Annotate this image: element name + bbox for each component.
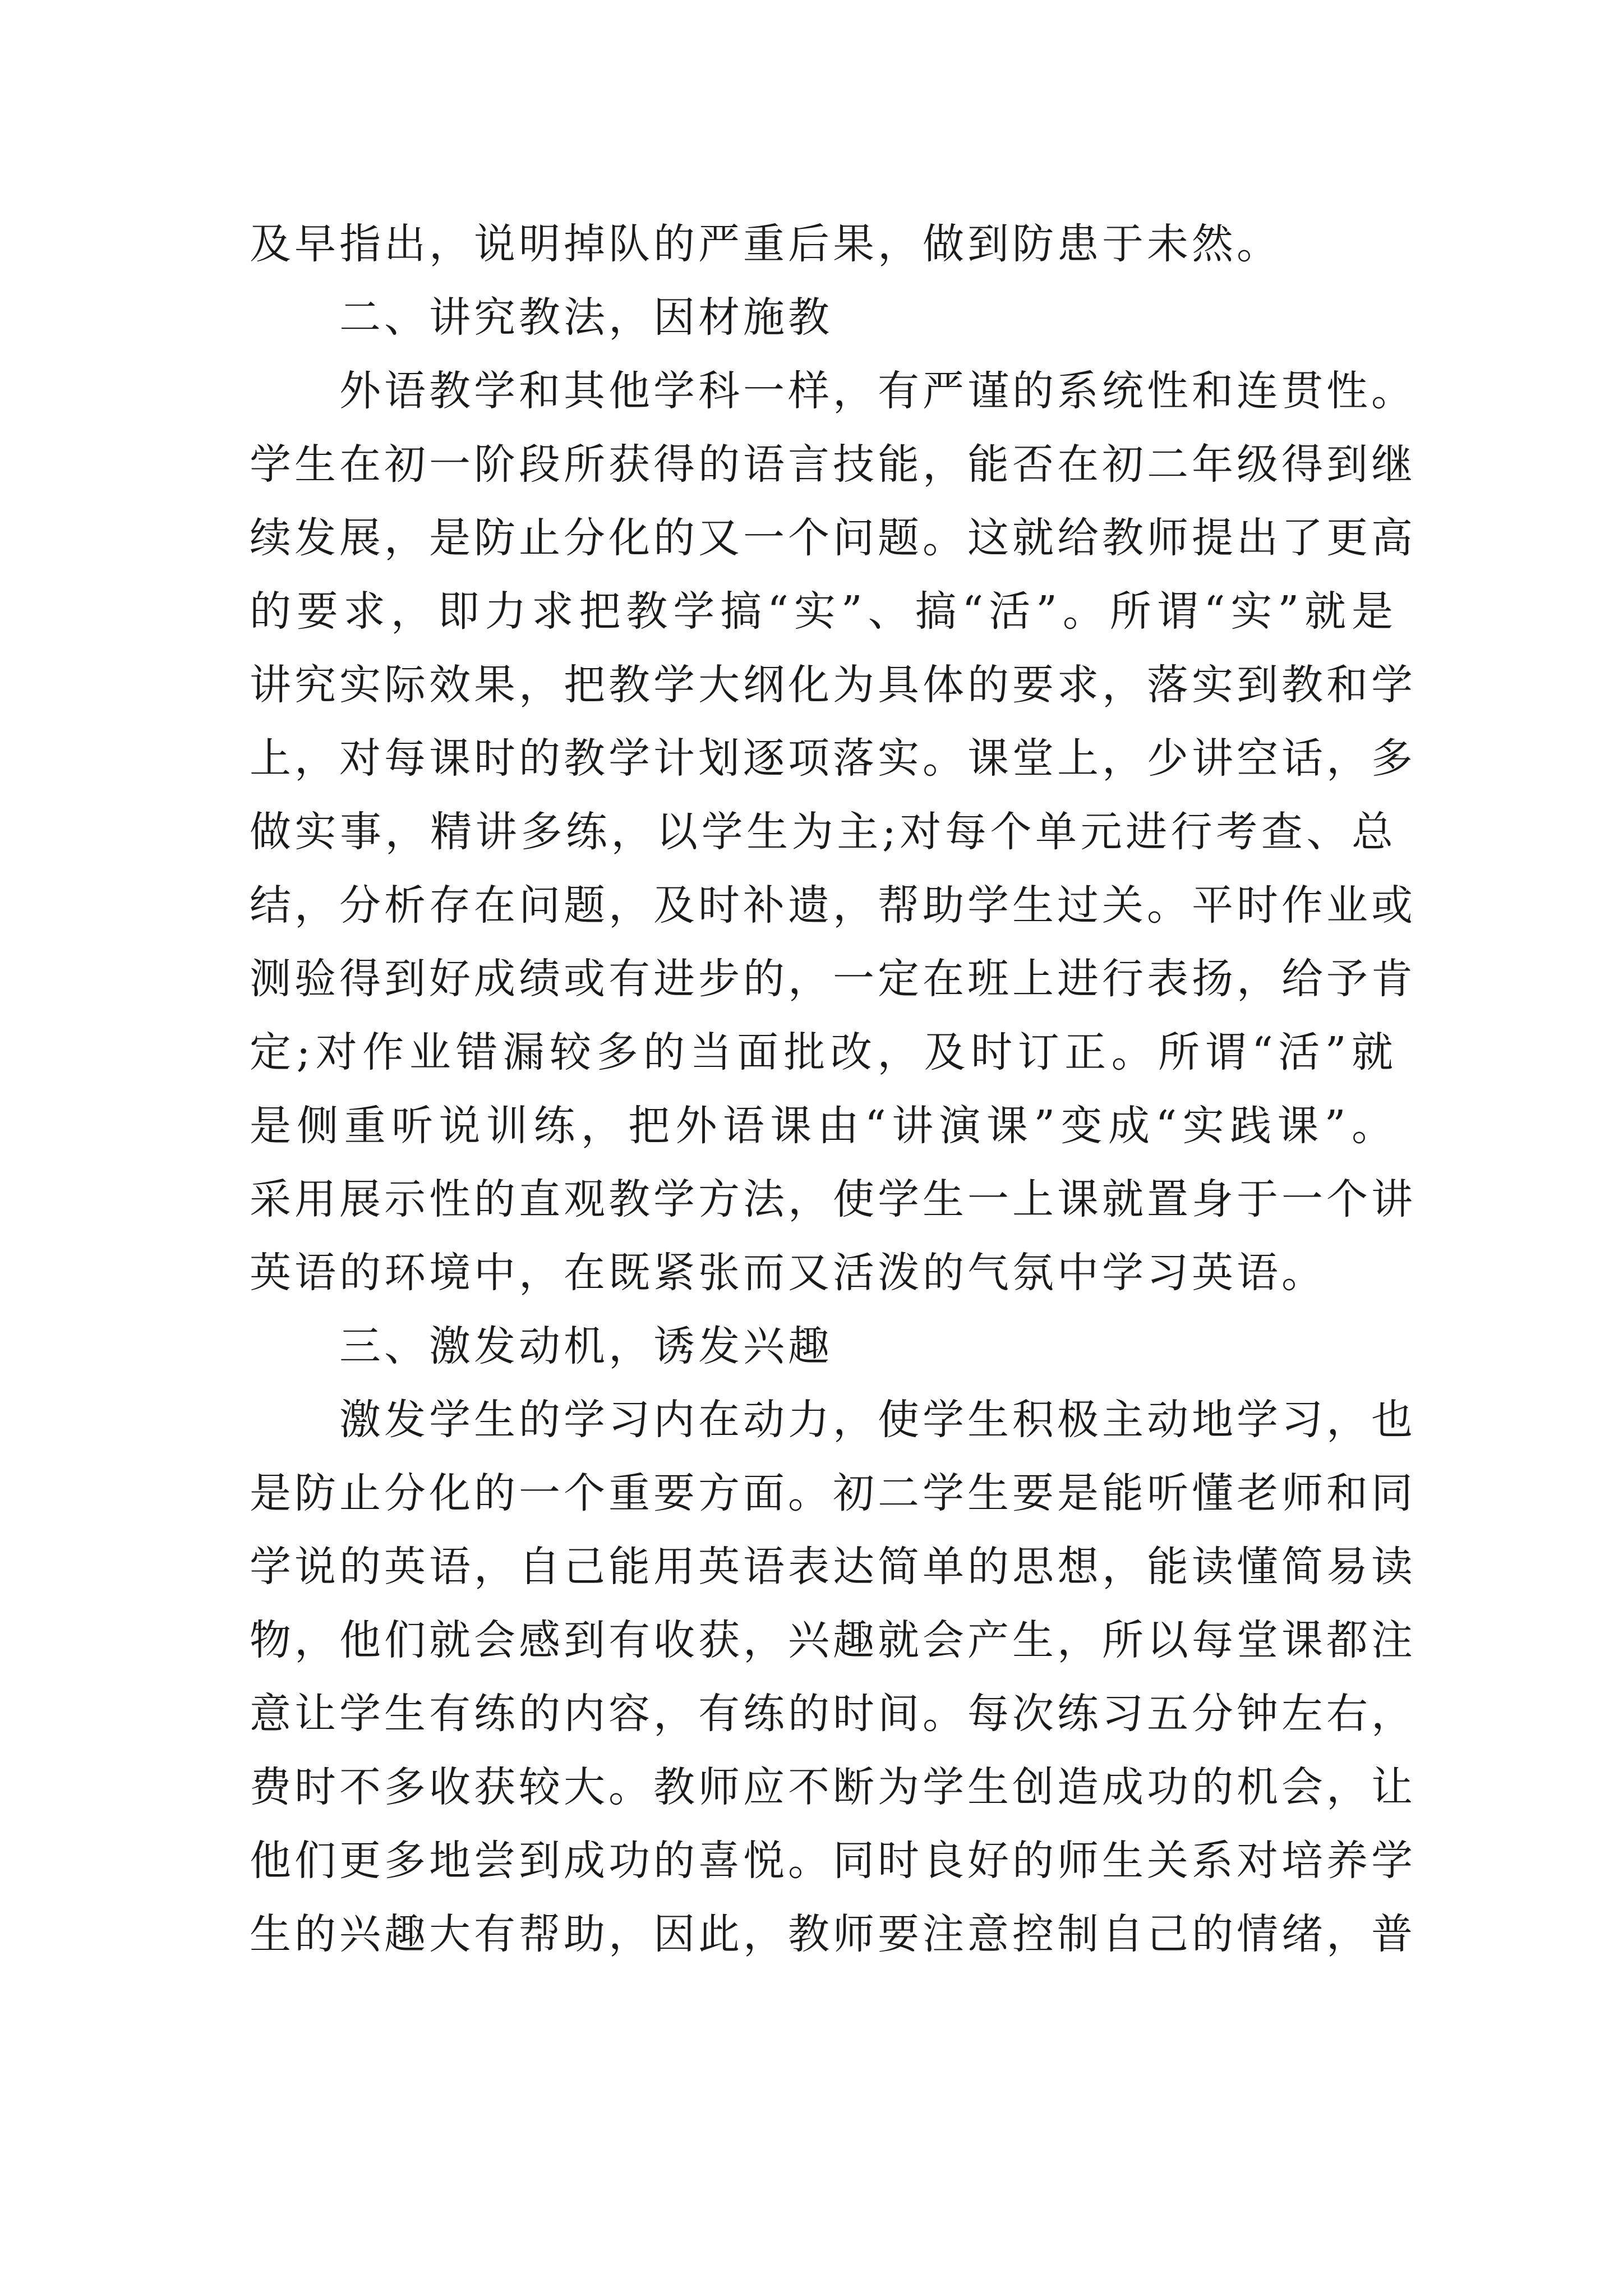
text-line: 是防止分化的一个重要方面。初二学生要是能听懂老师和同 — [250, 1469, 1416, 1517]
body-text — [250, 208, 1416, 1971]
text-line: 激发学生的学习内在动力，使学生积极主动地学习，也 — [339, 1396, 1416, 1444]
text-line: 讲究实际效果，把教学大纲化为具体的要求，落实到教和学 — [250, 661, 1416, 709]
text-line: 采用展示性的直观教学方法，使学生一上课就置身于一个讲 — [250, 1175, 1416, 1223]
text-line: 意让学生有练的内容，有练的时间。每次练习五分钟左右， — [250, 1690, 1416, 1738]
section-heading-3: 三、激发动机，诱发兴趣 — [339, 1322, 833, 1370]
text-line: 生的兴趣大有帮助，因此，教师要注意控制自己的情绪，普 — [250, 1910, 1416, 1958]
text-line: 结，分析存在问题，及时补遗，帮助学生过关。平时作业或 — [250, 881, 1416, 930]
text-line: 英语的环境中，在既紧张而又活泼的气氛中学习英语。 — [250, 1249, 1326, 1297]
text-line: 物，他们就会感到有收获，兴趣就会产生，所以每堂课都注 — [250, 1616, 1416, 1664]
text-line: 定;对作业错漏较多的当面批改，及时订正。所谓“活”就 — [250, 1028, 1396, 1076]
text-line: 续发展，是防止分化的又一个问题。这就给教师提出了更高 — [250, 514, 1416, 562]
text-line: 是侧重听说训练，把外语课由“讲演课”变成“实践课”。 — [250, 1102, 1396, 1150]
text-line: 上，对每课时的教学计划逐项落实。课堂上，少讲空话，多 — [250, 734, 1416, 783]
section-heading-2: 二、讲究教法，因材施教 — [339, 293, 833, 342]
text-line: 外语教学和其他学科一样，有严谨的系统性和连贯性。 — [339, 367, 1416, 415]
text-line: 费时不多收获较大。教师应不断为学生创造成功的机会，让 — [250, 1763, 1416, 1811]
text-line: 的要求，即力求把教学搞“实”、搞“活”。所谓“实”就是 — [250, 587, 1396, 636]
text-line: 做实事，精讲多练，以学生为主;对每个单元进行考查、总 — [250, 808, 1396, 856]
text-line: 及早指出，说明掉队的严重后果，做到防患于未然。 — [250, 220, 1281, 268]
text-line: 学生在初一阶段所获得的语言技能，能否在初二年级得到继 — [250, 440, 1416, 489]
text-line: 学说的英语，自己能用英语表达简单的思想，能读懂简易读 — [250, 1543, 1416, 1591]
text-line: 测验得到好成绩或有进步的，一定在班上进行表扬，给予肯 — [250, 955, 1416, 1003]
text-line: 他们更多地尝到成功的喜悦。同时良好的师生关系对培养学 — [250, 1837, 1416, 1885]
